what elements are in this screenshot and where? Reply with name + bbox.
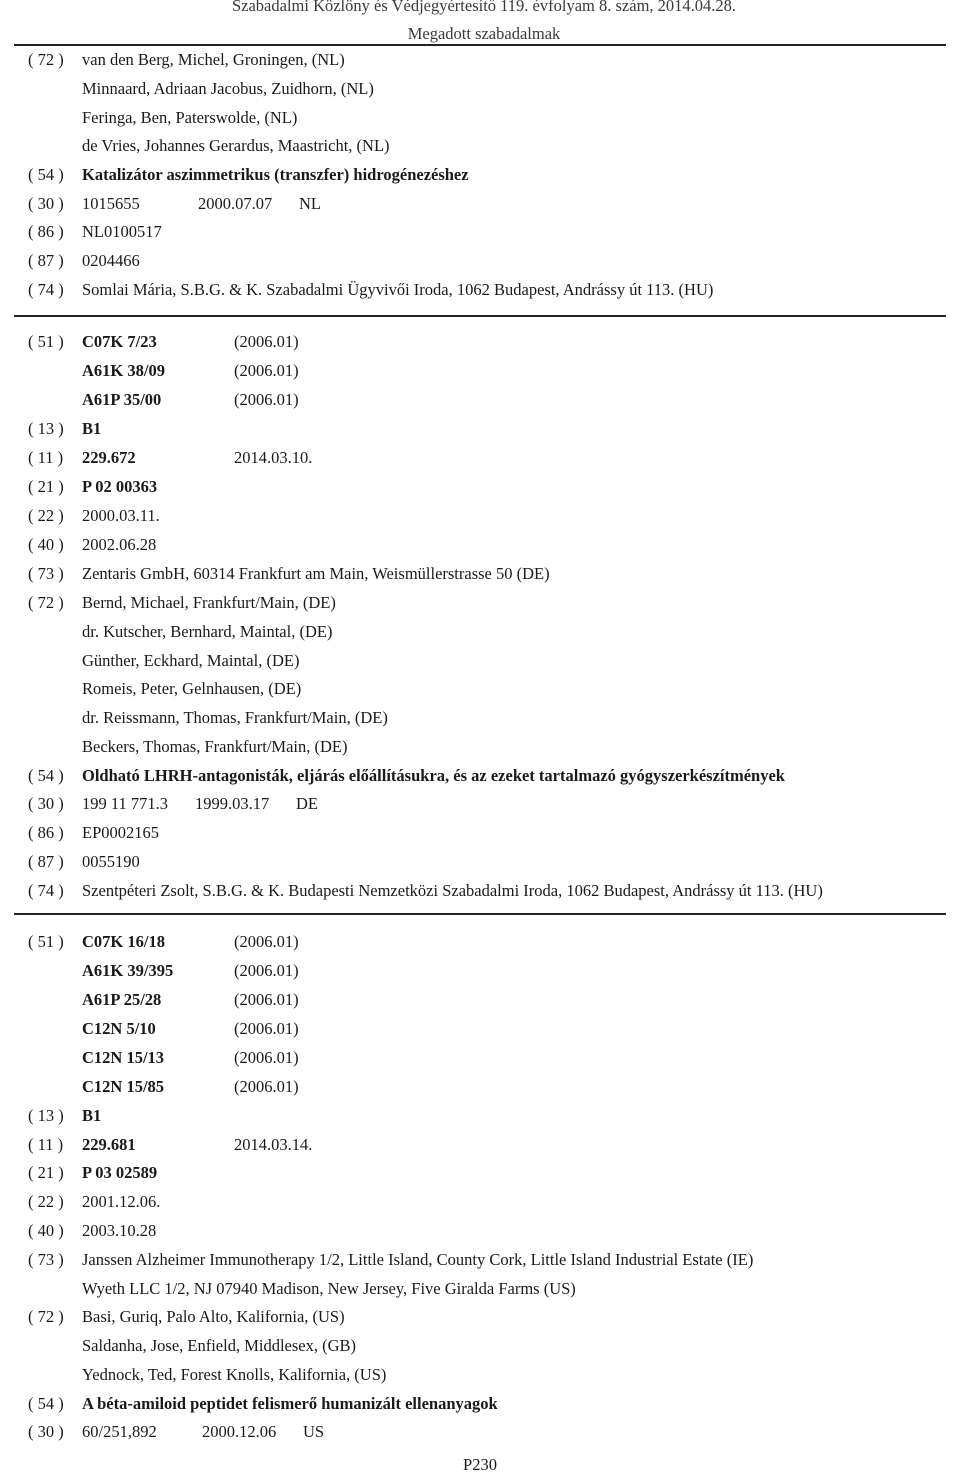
section-title: Megadott szabadalmak: [407, 24, 561, 43]
pct-publication: 0055190: [82, 852, 140, 871]
inid-code-51: ( 51 ): [28, 332, 64, 351]
inid-code-51: ( 51 ): [28, 932, 64, 951]
inid-code-72: ( 72 ): [28, 50, 64, 69]
inid-code-11: ( 11 ): [28, 448, 64, 467]
patent-title: Katalizátor aszimmetrikus (transzfer) hidrogénezéshez: [82, 165, 469, 184]
ipc-code: C07K 16/18: [82, 932, 165, 951]
inventor: Beckers, Thomas, Frankfurt/Main, (DE): [82, 737, 348, 756]
priority-number: 60/251,892: [82, 1422, 157, 1441]
ipc-version: (2006.01): [234, 961, 299, 980]
grant-date: 2014.03.10.: [234, 448, 313, 467]
ipc-version: (2006.01): [234, 1019, 299, 1038]
inid-code-13: ( 13 ): [28, 1106, 64, 1125]
inventor: dr. Reissmann, Thomas, Frankfurt/Main, (DE): [82, 708, 388, 727]
inid-code-72: ( 72 ): [28, 1307, 64, 1326]
ipc-code: A61P 35/00: [82, 390, 162, 409]
priority-date: 2000.07.07: [198, 194, 273, 213]
inid-code-72: ( 72 ): [28, 593, 64, 612]
inid-code-40: ( 40 ): [28, 1221, 64, 1240]
inid-code-22: ( 22 ): [28, 506, 64, 525]
ipc-version: (2006.01): [234, 361, 299, 380]
filing-date: 2000.03.11.: [82, 506, 160, 525]
ipc-version: (2006.01): [234, 390, 299, 409]
priority-date: 1999.03.17: [195, 794, 270, 813]
ipc-version: (2006.01): [234, 1048, 299, 1067]
application-number: P 03 02589: [82, 1163, 158, 1182]
holder: Janssen Alzheimer Immunotherapy 1/2, Little Island, County Cork, Little Island Industrial Estate (IE): [82, 1250, 754, 1269]
pct-application: EP0002165: [82, 823, 160, 842]
patent-title: A béta-amiloid peptidet felismerő humanizált ellenanyagok: [82, 1394, 498, 1413]
patent-number: 229.672: [82, 448, 136, 467]
priority-number: 199 11 771.3: [82, 794, 169, 813]
inid-code-21: ( 21 ): [28, 477, 64, 496]
priority-country: NL: [299, 194, 321, 213]
inid-code-22: ( 22 ): [28, 1192, 64, 1211]
inventor: van den Berg, Michel, Groningen, (NL): [82, 50, 345, 69]
kind-code: B1: [82, 1106, 102, 1125]
inid-code-74: ( 74 ): [28, 280, 64, 299]
priority-country: US: [303, 1422, 325, 1441]
ipc-code: C12N 15/85: [82, 1077, 165, 1096]
journal-header: Szabadalmi Közlöny és Védjegyértesítő 119. évfolyam 8. szám, 2014.04.28.: [231, 0, 737, 15]
priority-date: 2000.12.06: [202, 1422, 277, 1441]
inid-code-87: ( 87 ): [28, 251, 64, 270]
ipc-code: C12N 15/13: [82, 1048, 165, 1067]
ipc-code: A61K 38/09: [82, 361, 165, 380]
ipc-code: C12N 5/10: [82, 1019, 156, 1038]
inid-code-30: ( 30 ): [28, 194, 64, 213]
inid-code-54: ( 54 ): [28, 766, 64, 785]
inid-code-86: ( 86 ): [28, 222, 64, 241]
inid-code-11: ( 11 ): [28, 1135, 64, 1154]
application-number: P 02 00363: [82, 477, 158, 496]
priority-number: 1015655: [82, 194, 140, 213]
publication-date: 2002.06.28: [82, 535, 157, 554]
ipc-version: (2006.01): [234, 932, 299, 951]
ipc-version: (2006.01): [234, 332, 299, 351]
ipc-code: C07K 7/23: [82, 332, 157, 351]
patent-number: 229.681: [82, 1135, 136, 1154]
page-number: P230: [463, 1455, 497, 1474]
ipc-code: A61K 39/395: [82, 961, 174, 980]
pct-publication: 0204466: [82, 251, 140, 270]
inid-code-13: ( 13 ): [28, 419, 64, 438]
inid-code-40: ( 40 ): [28, 535, 64, 554]
ipc-version: (2006.01): [234, 990, 299, 1009]
inid-code-30: ( 30 ): [28, 1422, 64, 1441]
inventor: dr. Kutscher, Bernhard, Maintal, (DE): [82, 622, 333, 641]
inventor: Saldanha, Jose, Enfield, Middlesex, (GB): [82, 1336, 357, 1355]
ipc-code: A61P 25/28: [82, 990, 162, 1009]
representative: Somlai Mária, S.B.G. & K. Szabadalmi Ügyvivői Iroda, 1062 Budapest, Andrássy út 113. (HU): [82, 280, 714, 299]
inventor: Feringa, Ben, Paterswolde, (NL): [82, 108, 298, 127]
inventor: de Vries, Johannes Gerardus, Maastricht, (NL): [82, 136, 390, 155]
inventor: Romeis, Peter, Gelnhausen, (DE): [82, 679, 302, 698]
inid-code-54: ( 54 ): [28, 165, 64, 184]
inventor: Günther, Eckhard, Maintal, (DE): [82, 651, 300, 670]
holder: Wyeth LLC 1/2, NJ 07940 Madison, New Jersey, Five Giralda Farms (US): [82, 1279, 576, 1298]
entry-divider: [14, 315, 946, 317]
inid-code-87: ( 87 ): [28, 852, 64, 871]
inventor: Minnaard, Adriaan Jacobus, Zuidhorn, (NL): [82, 79, 374, 98]
pct-application: NL0100517: [82, 222, 162, 241]
entry-divider: [14, 913, 946, 915]
priority-country: DE: [296, 794, 318, 813]
ipc-version: (2006.01): [234, 1077, 299, 1096]
holder: Zentaris GmbH, 60314 Frankfurt am Main, Weismüllerstrasse 50 (DE): [82, 564, 550, 583]
filing-date: 2001.12.06.: [82, 1192, 161, 1211]
inventor: Bernd, Michael, Frankfurt/Main, (DE): [82, 593, 336, 612]
kind-code: B1: [82, 419, 102, 438]
inid-code-74: ( 74 ): [28, 881, 64, 900]
inid-code-73: ( 73 ): [28, 1250, 64, 1269]
representative: Szentpéteri Zsolt, S.B.G. & K. Budapesti Nemzetközi Szabadalmi Iroda, 1062 Budapest, Andrássy út 113. (HU): [82, 881, 823, 900]
patent-title: Oldható LHRH-antagonisták, eljárás előállításukra, és az ezeket tartalmazó gyógyszerkészítmények: [82, 766, 785, 785]
publication-date: 2003.10.28: [82, 1221, 157, 1240]
inid-code-21: ( 21 ): [28, 1163, 64, 1182]
inid-code-30: ( 30 ): [28, 794, 64, 813]
inid-code-54: ( 54 ): [28, 1394, 64, 1413]
inventor: Yednock, Ted, Forest Knolls, Kalifornia, (US): [82, 1365, 387, 1384]
inventor: Basi, Guriq, Palo Alto, Kalifornia, (US): [82, 1307, 345, 1326]
grant-date: 2014.03.14.: [234, 1135, 313, 1154]
inid-code-86: ( 86 ): [28, 823, 64, 842]
inid-code-73: ( 73 ): [28, 564, 64, 583]
